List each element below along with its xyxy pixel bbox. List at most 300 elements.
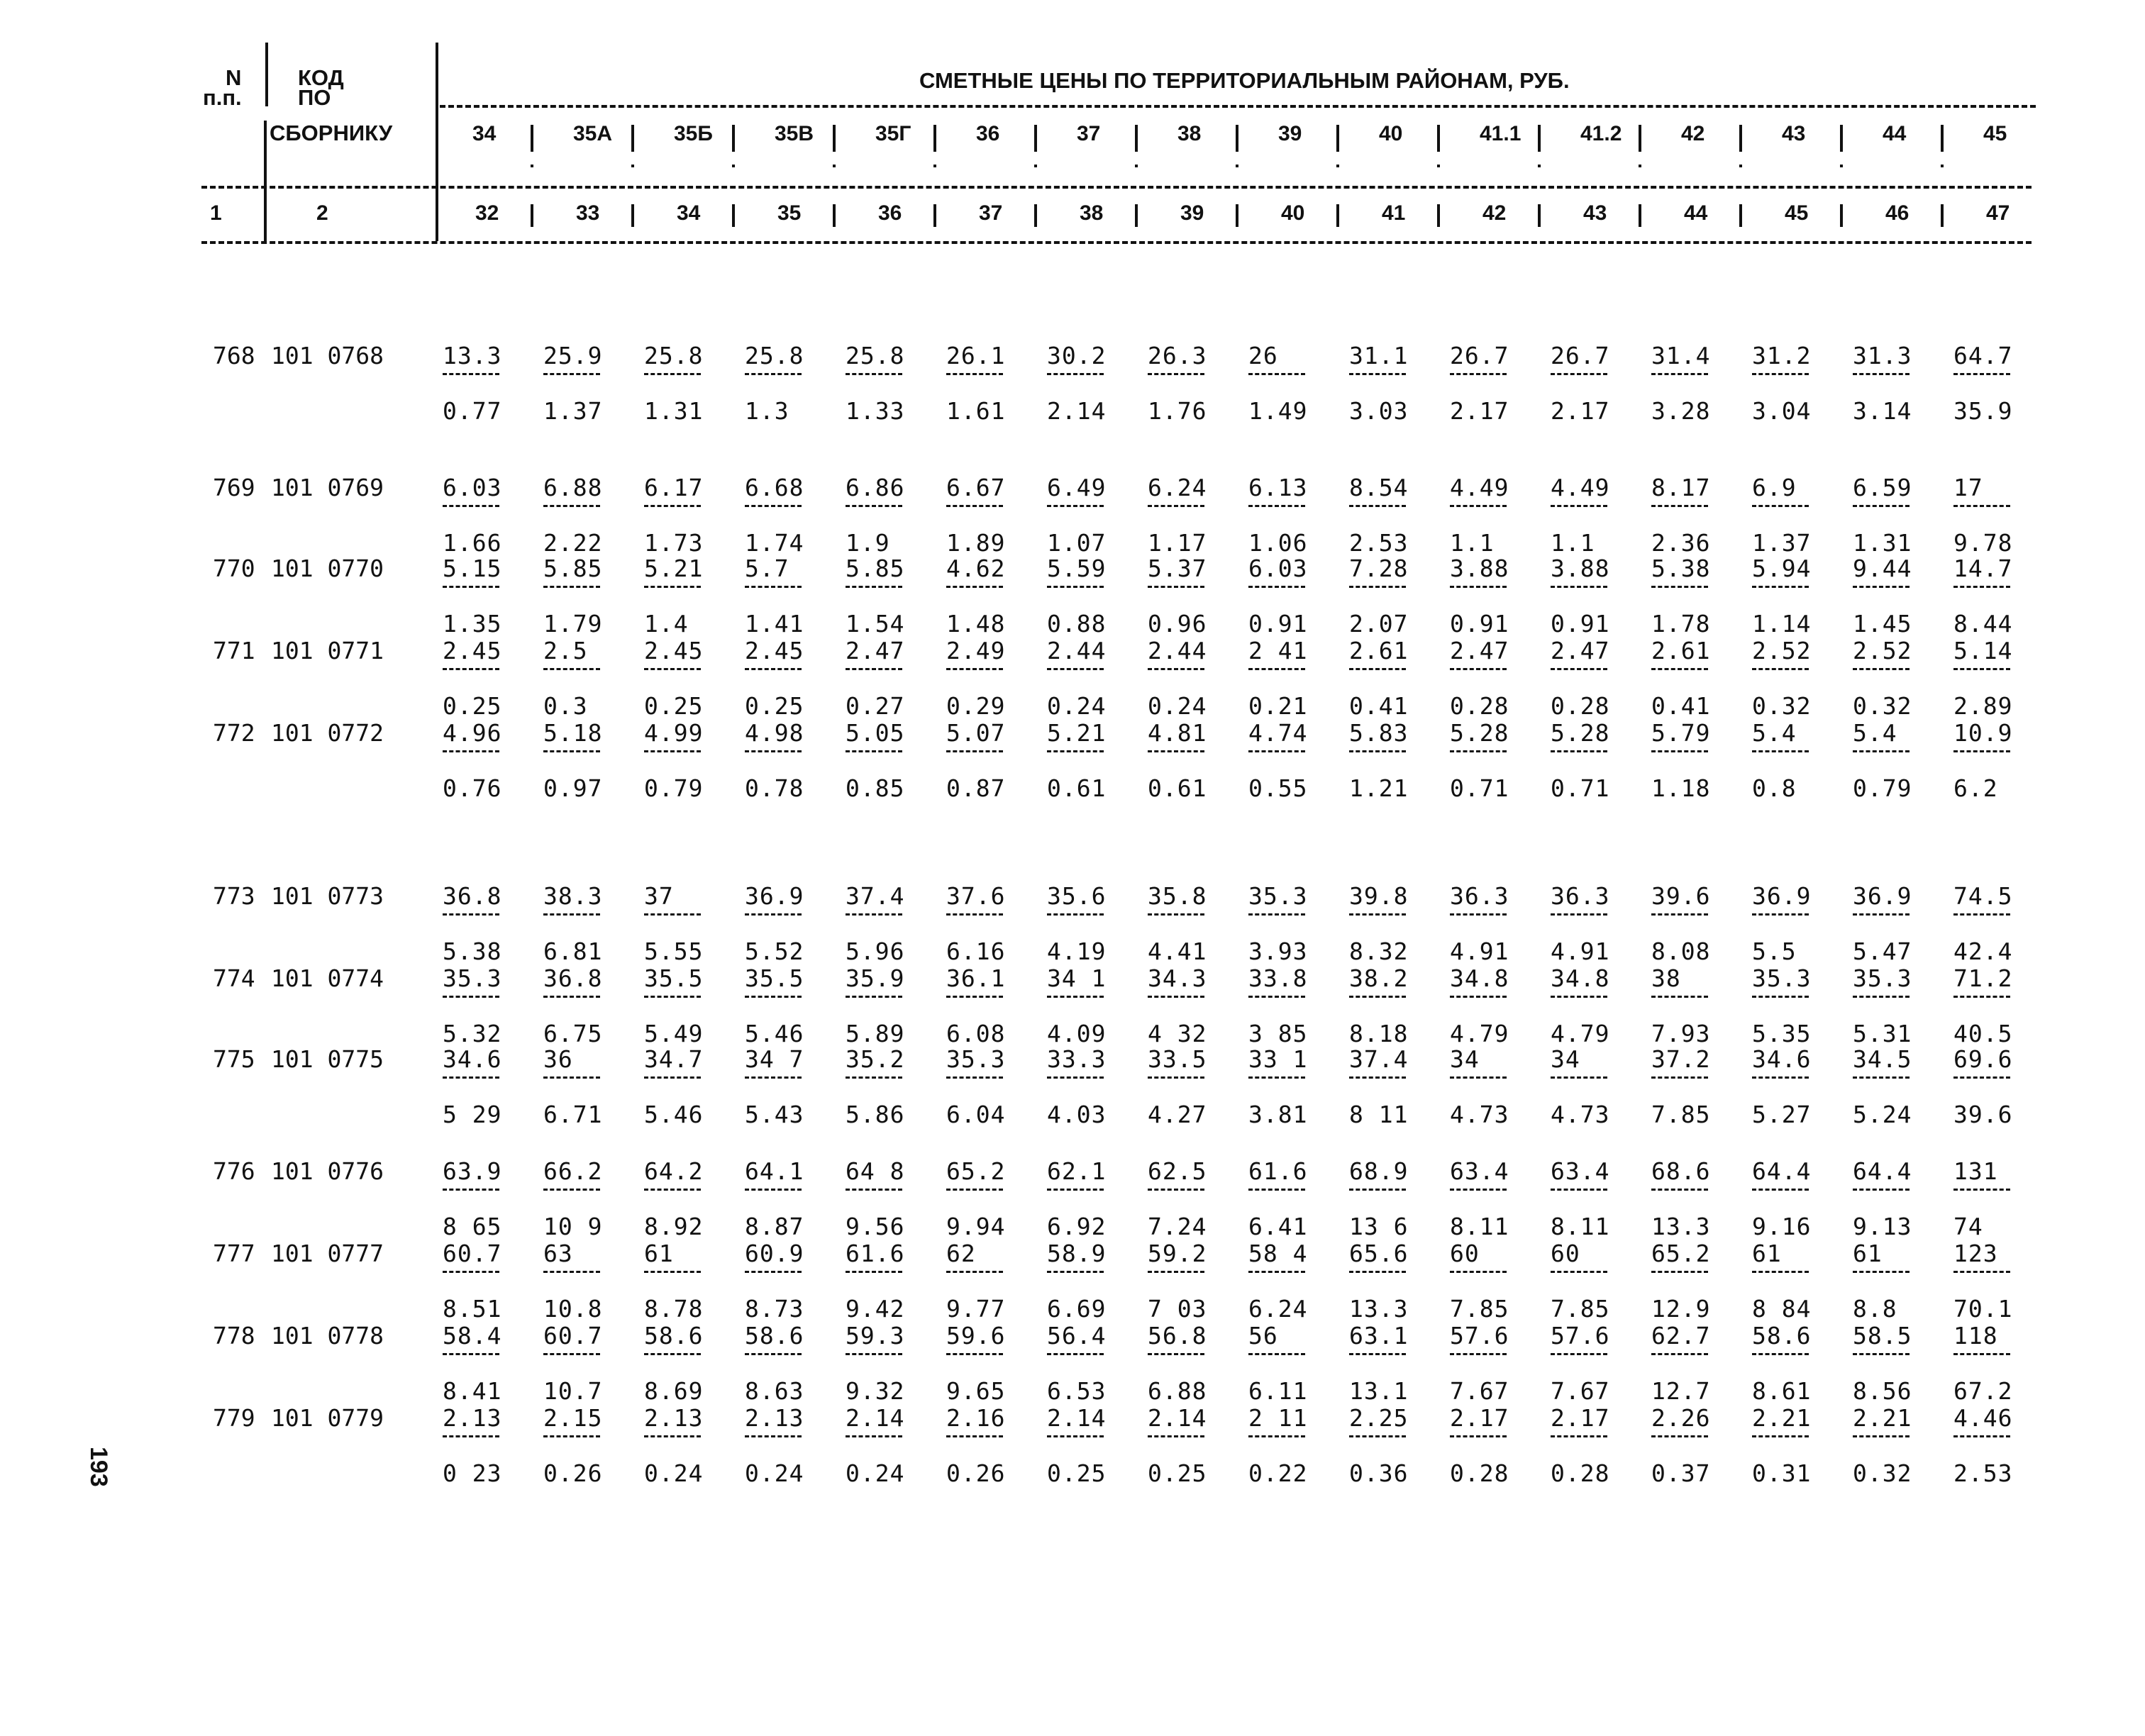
column-number: 42 <box>1482 201 1507 225</box>
fraction-line <box>443 996 499 998</box>
fraction-line <box>1853 1435 1910 1437</box>
cell-top-value: 5.94 <box>1752 555 1812 582</box>
row-number: 779 <box>213 1404 255 1432</box>
cell-top-value: 2.13 <box>745 1404 804 1432</box>
cell-bottom-value: 5.55 <box>644 937 704 965</box>
cell-top-value: 2.52 <box>1853 637 1912 664</box>
fraction-line <box>1349 1076 1406 1079</box>
cell-bottom-value: 6.71 <box>543 1101 603 1128</box>
cell-top-value: 5.07 <box>946 719 1006 747</box>
cell-bottom-value: 0.79 <box>644 774 704 802</box>
cell-bottom-value: 0.32 <box>1853 1459 1912 1487</box>
page-number: 193 <box>85 1447 112 1487</box>
cell-bottom-value: 8.41 <box>443 1377 502 1405</box>
cell-bottom-value: 1.79 <box>543 610 603 638</box>
cell-bottom-value: 5.24 <box>1853 1101 1912 1128</box>
cell-bottom-value: 5.52 <box>745 937 804 965</box>
cell-bottom-value: 0.28 <box>1450 1459 1509 1487</box>
cell-bottom-value: 2.17 <box>1551 397 1610 425</box>
fraction-line <box>846 750 902 752</box>
cell-top-value: 5.21 <box>1047 719 1107 747</box>
cell-bottom-value: 9.65 <box>946 1377 1006 1405</box>
fraction-line <box>543 1435 600 1437</box>
cell-bottom-value: 12.7 <box>1651 1377 1711 1405</box>
cell-top-value: 5.83 <box>1349 719 1409 747</box>
fraction-line <box>1853 373 1910 375</box>
fraction-line <box>443 505 499 507</box>
cell-top-value: 2.15 <box>543 1404 603 1432</box>
cell-bottom-value: 6.11 <box>1248 1377 1308 1405</box>
cell-top-value: 2.52 <box>1752 637 1812 664</box>
cell-top-value: 2.45 <box>644 637 704 664</box>
cell-bottom-value: 39.6 <box>1953 1101 2013 1128</box>
fraction-line <box>1349 373 1406 375</box>
cell-top-value: 26 <box>1248 342 1278 369</box>
cell-top-value: 64.2 <box>644 1157 704 1185</box>
cell-bottom-value: 4.79 <box>1450 1020 1509 1047</box>
fraction-line <box>1047 668 1104 670</box>
fraction-line <box>946 373 1003 375</box>
fraction-line <box>946 586 1003 588</box>
fraction-line <box>946 505 1003 507</box>
header-separator <box>1135 165 1138 167</box>
fraction-line <box>443 1189 499 1191</box>
fraction-line <box>443 668 499 670</box>
cell-bottom-value: 1.17 <box>1148 529 1207 557</box>
fraction-line <box>846 668 902 670</box>
cell-top-value: 60 <box>1551 1240 1580 1267</box>
header-separator <box>264 204 267 227</box>
fraction-line <box>1651 996 1708 998</box>
header-separator <box>1739 165 1742 167</box>
fraction-line <box>1953 373 2010 375</box>
fraction-line <box>1349 586 1406 588</box>
cell-bottom-value: 7.67 <box>1551 1377 1610 1405</box>
fraction-line <box>1148 586 1204 588</box>
cell-top-value: 35.3 <box>443 964 502 992</box>
fraction-line <box>1853 505 1910 507</box>
cell-top-value: 36.9 <box>1752 882 1812 910</box>
cell-bottom-value: 2.14 <box>1047 397 1107 425</box>
fraction-line <box>846 505 902 507</box>
header-separator <box>531 125 533 152</box>
cell-top-value: 2.17 <box>1551 1404 1610 1432</box>
cell-bottom-value: 1.76 <box>1148 397 1207 425</box>
cell-top-value: 5.4 <box>1752 719 1797 747</box>
header-separator <box>1336 204 1339 227</box>
fraction-line <box>745 1353 802 1355</box>
fraction-line <box>1148 505 1204 507</box>
cell-bottom-value: 0.36 <box>1349 1459 1409 1487</box>
cell-bottom-value: 10.7 <box>543 1377 603 1405</box>
fraction-line <box>1349 750 1406 752</box>
region-header: 40 <box>1379 122 1403 145</box>
fraction-line <box>1551 1076 1607 1079</box>
cell-top-value: 69.6 <box>1953 1045 2013 1073</box>
fraction-line <box>1551 1353 1607 1355</box>
cell-bottom-value: 6.75 <box>543 1020 603 1047</box>
cell-bottom-value: 40.5 <box>1953 1020 2013 1047</box>
fraction-line <box>1148 996 1204 998</box>
cell-bottom-value: 1.1 <box>1551 529 1595 557</box>
cell-top-value: 64.1 <box>745 1157 804 1185</box>
cell-bottom-value: 5.32 <box>443 1020 502 1047</box>
cell-top-value: 34.8 <box>1551 964 1610 992</box>
header-separator <box>1437 125 1440 152</box>
cell-bottom-value: 5.31 <box>1853 1020 1912 1047</box>
cell-top-value: 26.7 <box>1450 342 1509 369</box>
cell-top-value: 58.5 <box>1853 1322 1912 1350</box>
cell-top-value: 6.03 <box>1248 555 1308 582</box>
cell-top-value: 118 <box>1953 1322 1998 1350</box>
fraction-line <box>443 750 499 752</box>
header-separator <box>1135 125 1138 152</box>
header-separator <box>1135 204 1138 227</box>
fraction-line <box>1349 913 1406 916</box>
cell-top-value: 35.5 <box>644 964 704 992</box>
header-separator <box>1538 165 1541 167</box>
cell-top-value: 35.8 <box>1148 882 1207 910</box>
fraction-line <box>745 586 802 588</box>
header-separator <box>1739 204 1742 227</box>
cell-top-value: 2.13 <box>644 1404 704 1432</box>
cell-bottom-value: 4.73 <box>1551 1101 1610 1128</box>
cell-bottom-value: 0.61 <box>1047 774 1107 802</box>
cell-bottom-value: 2.07 <box>1349 610 1409 638</box>
fraction-line <box>543 1076 600 1079</box>
cell-top-value: 5.28 <box>1450 719 1509 747</box>
cell-bottom-value: 3.03 <box>1349 397 1409 425</box>
header-separator <box>436 43 438 241</box>
fraction-line <box>443 1271 499 1273</box>
cell-top-value: 6.13 <box>1248 474 1308 501</box>
fraction-line <box>1148 913 1204 916</box>
cell-top-value: 35.3 <box>1752 964 1812 992</box>
fraction-line <box>1349 996 1406 998</box>
fraction-line <box>1853 1189 1910 1191</box>
region-header: 35Б <box>674 122 713 145</box>
fraction-line <box>1551 373 1607 375</box>
cell-top-value: 131 <box>1953 1157 1998 1185</box>
row-code: 101 0779 <box>271 1404 384 1432</box>
header-separator <box>1739 125 1742 152</box>
cell-bottom-value: 6.53 <box>1047 1377 1107 1405</box>
cell-top-value: 2.61 <box>1651 637 1711 664</box>
cell-bottom-value: 4.27 <box>1148 1101 1207 1128</box>
fraction-line <box>946 1271 1003 1273</box>
cell-top-value: 35.3 <box>946 1045 1006 1073</box>
cell-bottom-value: 5.49 <box>644 1020 704 1047</box>
fraction-line <box>443 373 499 375</box>
cell-bottom-value: 2.22 <box>543 529 603 557</box>
fraction-line <box>745 913 802 916</box>
fraction-line <box>1853 586 1910 588</box>
cell-top-value: 36.8 <box>543 964 603 992</box>
cell-bottom-value: 6.88 <box>1148 1377 1207 1405</box>
row-code: 101 0769 <box>271 474 384 501</box>
fraction-line <box>543 586 600 588</box>
cell-bottom-value: 4.73 <box>1450 1101 1509 1128</box>
header-separator <box>732 165 735 167</box>
cell-top-value: 36.9 <box>745 882 804 910</box>
cell-bottom-value: 4.03 <box>1047 1101 1107 1128</box>
cell-top-value: 9.44 <box>1853 555 1912 582</box>
cell-bottom-value: 1.06 <box>1248 529 1308 557</box>
fraction-line <box>1651 750 1708 752</box>
fraction-line <box>543 913 600 916</box>
cell-bottom-value: 9.78 <box>1953 529 2013 557</box>
cell-top-value: 2.21 <box>1853 1404 1912 1432</box>
cell-top-value: 2.47 <box>1551 637 1610 664</box>
cell-bottom-value: 12.9 <box>1651 1295 1711 1323</box>
fraction-line <box>1551 1271 1607 1273</box>
header-separator <box>1437 165 1440 167</box>
header-separator <box>933 165 936 167</box>
cell-top-value: 34 <box>1450 1045 1480 1073</box>
cell-bottom-value: 8.63 <box>745 1377 804 1405</box>
fraction-line <box>745 1076 802 1079</box>
region-header: 42 <box>1681 122 1705 145</box>
cell-top-value: 63.4 <box>1450 1157 1509 1185</box>
fraction-line <box>1450 913 1507 916</box>
cell-bottom-value: 3.28 <box>1651 397 1711 425</box>
fraction-line <box>1248 1271 1305 1273</box>
cell-top-value: 38.2 <box>1349 964 1409 992</box>
fraction-line <box>946 1076 1003 1079</box>
fraction-line <box>1148 373 1204 375</box>
cell-top-value: 31.3 <box>1853 342 1912 369</box>
fraction-line <box>1953 1353 2010 1355</box>
fraction-line <box>1450 750 1507 752</box>
cell-bottom-value: 6.08 <box>946 1020 1006 1047</box>
fraction-line <box>1752 1076 1809 1079</box>
cell-bottom-value: 5.86 <box>846 1101 905 1128</box>
cell-bottom-value: 5.38 <box>443 937 502 965</box>
region-header: 43 <box>1782 122 1806 145</box>
header-separator <box>1538 125 1541 152</box>
cell-bottom-value: 5.27 <box>1752 1101 1812 1128</box>
fraction-line <box>846 1271 902 1273</box>
fraction-line <box>1551 586 1607 588</box>
cell-top-value: 2.14 <box>1047 1404 1107 1432</box>
header-separator <box>1236 125 1238 152</box>
header-separator <box>265 43 268 106</box>
cell-top-value: 4.62 <box>946 555 1006 582</box>
cell-top-value: 74.5 <box>1953 882 2013 910</box>
fraction-line <box>1953 1435 2010 1437</box>
cell-top-value: 2 41 <box>1248 637 1308 664</box>
cell-bottom-value: 7.67 <box>1450 1377 1509 1405</box>
column-number: 45 <box>1785 201 1809 225</box>
header-separator <box>631 125 634 152</box>
cell-bottom-value: 1.07 <box>1047 529 1107 557</box>
cell-bottom-value: 0.26 <box>543 1459 603 1487</box>
row-number: 773 <box>213 882 255 910</box>
cell-top-value: 25.9 <box>543 342 603 369</box>
column-number: 32 <box>475 201 499 225</box>
fraction-line <box>1148 1435 1204 1437</box>
cell-top-value: 34.6 <box>443 1045 502 1073</box>
region-header: 35А <box>573 122 613 145</box>
cell-top-value: 6.49 <box>1047 474 1107 501</box>
cell-bottom-value: 7.93 <box>1651 1020 1711 1047</box>
cell-top-value: 64.7 <box>1953 342 2013 369</box>
cell-bottom-value: 0.24 <box>1148 692 1207 720</box>
cell-bottom-value: 5.5 <box>1752 937 1797 965</box>
header-separator <box>1639 165 1641 167</box>
cell-top-value: 39.6 <box>1651 882 1711 910</box>
fraction-line <box>1853 913 1910 916</box>
cell-top-value: 4.46 <box>1953 1404 2013 1432</box>
cell-bottom-value: 5.89 <box>846 1020 905 1047</box>
fraction-line <box>1148 668 1204 670</box>
cell-bottom-value: 0.96 <box>1148 610 1207 638</box>
cell-bottom-value: 0.24 <box>846 1459 905 1487</box>
fraction-line <box>846 1076 902 1079</box>
cell-bottom-value: 13.1 <box>1349 1377 1409 1405</box>
cell-top-value: 34 7 <box>745 1045 804 1073</box>
cell-bottom-value: 7.85 <box>1551 1295 1610 1323</box>
cell-bottom-value: 1.66 <box>443 529 502 557</box>
header-separator <box>1034 125 1037 152</box>
row-code: 101 0770 <box>271 555 384 582</box>
cell-bottom-value: 9.32 <box>846 1377 905 1405</box>
cell-bottom-value: 7.85 <box>1450 1295 1509 1323</box>
cell-bottom-value: 1.45 <box>1853 610 1912 638</box>
cell-top-value: 5.79 <box>1651 719 1711 747</box>
cell-top-value: 63 <box>543 1240 573 1267</box>
cell-bottom-value: 10.8 <box>543 1295 603 1323</box>
cell-bottom-value: 9.56 <box>846 1213 905 1240</box>
fraction-line <box>846 1189 902 1191</box>
cell-bottom-value: 0.85 <box>846 774 905 802</box>
column-number: 46 <box>1885 201 1910 225</box>
fraction-line <box>644 1189 701 1191</box>
cell-bottom-value: 0.61 <box>1148 774 1207 802</box>
cell-bottom-value: 4.19 <box>1047 937 1107 965</box>
fraction-line <box>745 750 802 752</box>
cell-bottom-value: 5 29 <box>443 1101 502 1128</box>
cell-top-value: 6.88 <box>543 474 603 501</box>
fraction-line <box>1349 505 1406 507</box>
fraction-line <box>1148 1271 1204 1273</box>
cell-bottom-value: 3.93 <box>1248 937 1308 965</box>
header-separator <box>1941 204 1944 227</box>
cell-bottom-value: 8.11 <box>1450 1213 1509 1240</box>
cell-top-value: 2.44 <box>1047 637 1107 664</box>
cell-top-value: 2.25 <box>1349 1404 1409 1432</box>
cell-top-value: 5.4 <box>1853 719 1897 747</box>
fraction-line <box>1450 668 1507 670</box>
fraction-line <box>644 1435 701 1437</box>
fraction-line <box>543 1353 600 1355</box>
cell-bottom-value: 0.55 <box>1248 774 1308 802</box>
cell-bottom-value: 0.88 <box>1047 610 1107 638</box>
fraction-line <box>1953 1076 2010 1079</box>
cell-top-value: 64.4 <box>1752 1157 1812 1185</box>
row-number: 770 <box>213 555 255 582</box>
cell-bottom-value: 8 65 <box>443 1213 502 1240</box>
cell-top-value: 57.6 <box>1450 1322 1509 1350</box>
cell-top-value: 17 <box>1953 474 1983 501</box>
fraction-line <box>644 913 701 916</box>
cell-top-value: 5.21 <box>644 555 704 582</box>
cell-top-value: 33 1 <box>1248 1045 1308 1073</box>
region-header: 39 <box>1278 122 1302 145</box>
cell-top-value: 59.3 <box>846 1322 905 1350</box>
cell-top-value: 65.6 <box>1349 1240 1409 1267</box>
cell-bottom-value: 0.25 <box>1148 1459 1207 1487</box>
fraction-line <box>1953 1271 2010 1273</box>
region-header: 35Г <box>875 122 911 145</box>
cell-bottom-value: 6.81 <box>543 937 603 965</box>
fraction-line <box>1450 1076 1507 1079</box>
fraction-line <box>1047 1435 1104 1437</box>
fraction-line <box>1953 586 2010 588</box>
fraction-line <box>1047 505 1104 507</box>
cell-bottom-value: 0.21 <box>1248 692 1308 720</box>
header-separator <box>1840 165 1843 167</box>
row-number: 772 <box>213 719 255 747</box>
fraction-line <box>1248 373 1305 375</box>
cell-bottom-value: 2.89 <box>1953 692 2013 720</box>
cell-top-value: 34.6 <box>1752 1045 1812 1073</box>
cell-top-value: 2.17 <box>1450 1404 1509 1432</box>
cell-top-value: 61.6 <box>1248 1157 1308 1185</box>
cell-top-value: 6.03 <box>443 474 502 501</box>
cell-bottom-value: 1.35 <box>443 610 502 638</box>
fraction-line <box>1248 668 1305 670</box>
fraction-line <box>846 373 902 375</box>
cell-top-value: 36.1 <box>946 964 1006 992</box>
cell-bottom-value: 0.25 <box>443 692 502 720</box>
fraction-line <box>745 1271 802 1273</box>
header-separator <box>833 165 836 167</box>
cell-bottom-value: 13 6 <box>1349 1213 1409 1240</box>
cell-bottom-value: 0 23 <box>443 1459 502 1487</box>
fraction-line <box>1953 913 2010 916</box>
row-code: 101 0776 <box>271 1157 384 1185</box>
cell-bottom-value: 0.32 <box>1853 692 1912 720</box>
fraction-line <box>543 1189 600 1191</box>
cell-bottom-value: 1.74 <box>745 529 804 557</box>
fraction-line <box>1248 1435 1305 1437</box>
cell-top-value: 36.3 <box>1551 882 1610 910</box>
header-separator <box>1840 204 1843 227</box>
cell-bottom-value: 5.35 <box>1752 1020 1812 1047</box>
fraction-line <box>946 913 1003 916</box>
cell-bottom-value: 0.91 <box>1551 610 1610 638</box>
row-code: 101 0775 <box>271 1045 384 1073</box>
cell-top-value: 68.6 <box>1651 1157 1711 1185</box>
region-header: 35В <box>775 122 814 145</box>
fraction-line <box>1651 913 1708 916</box>
cell-top-value: 58.6 <box>745 1322 804 1350</box>
fraction-line <box>946 750 1003 752</box>
fraction-line <box>1148 750 1204 752</box>
cell-bottom-value: 4.79 <box>1551 1020 1610 1047</box>
fraction-line <box>1752 505 1809 507</box>
fraction-line <box>543 1271 600 1273</box>
fraction-line <box>1953 668 2010 670</box>
cell-top-value: 36.9 <box>1853 882 1912 910</box>
cell-top-value: 34.8 <box>1450 964 1509 992</box>
cell-top-value: 37.6 <box>946 882 1006 910</box>
cell-bottom-value: 0.97 <box>543 774 603 802</box>
cell-bottom-value: 0.37 <box>1651 1459 1711 1487</box>
fraction-line <box>644 1353 701 1355</box>
cell-bottom-value: 5.47 <box>1853 937 1912 965</box>
